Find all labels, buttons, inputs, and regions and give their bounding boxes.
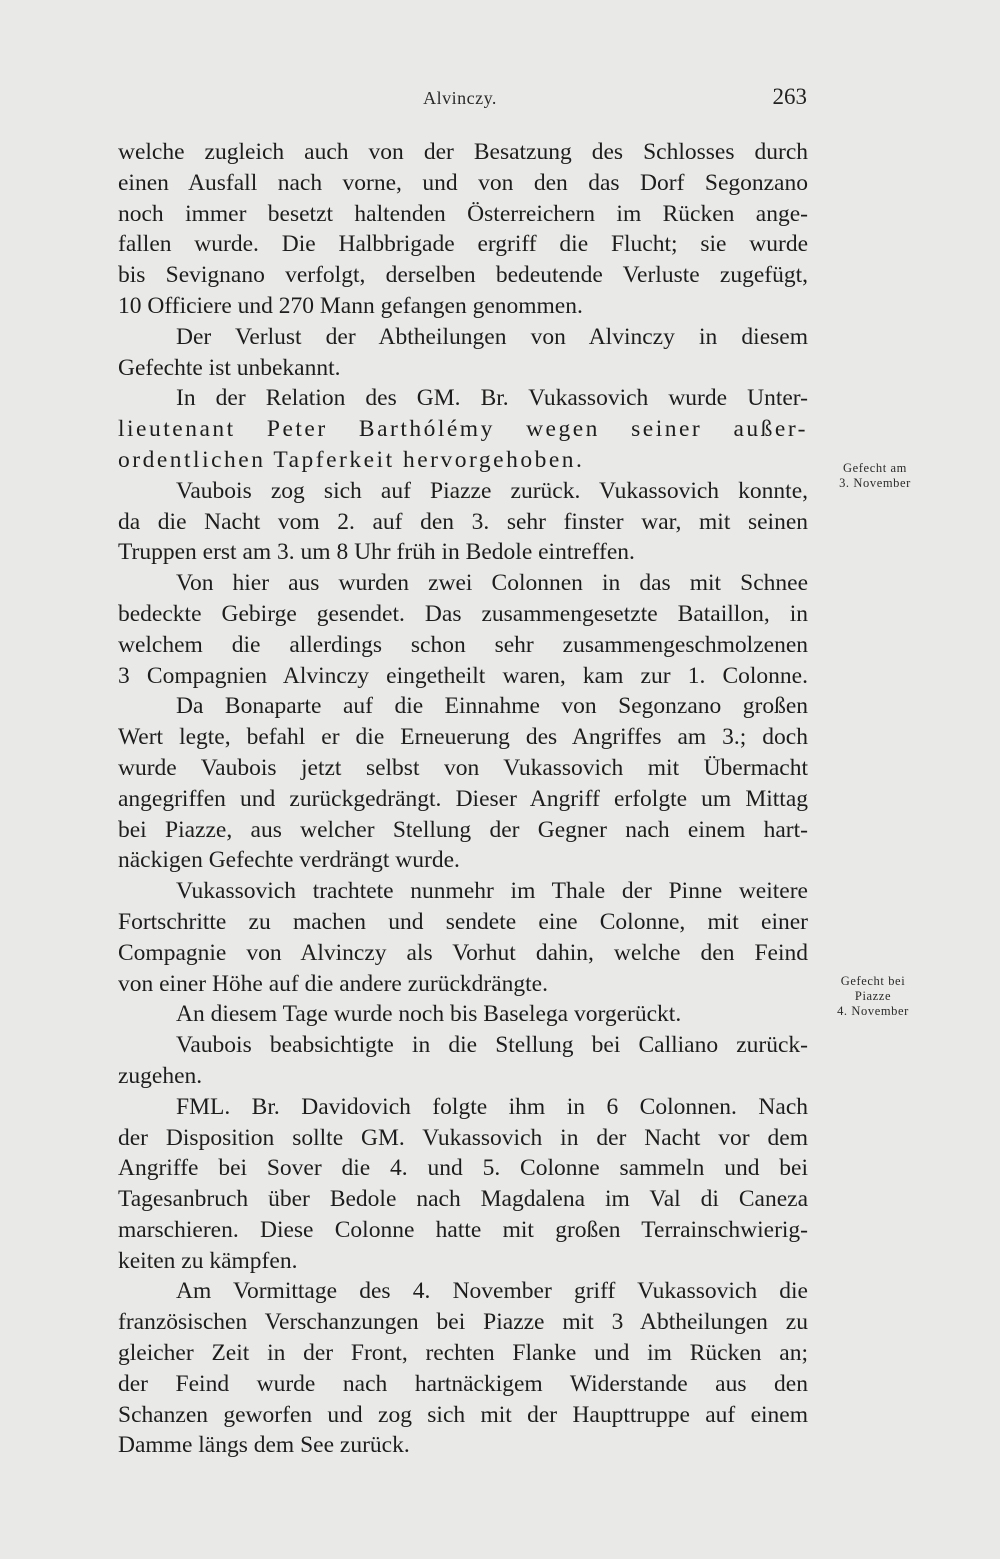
page-number: 263 xyxy=(772,84,807,109)
margin-note-line: Gefecht am xyxy=(843,461,907,475)
text-line: bis Sevignano verfolgt, derselben bedeutende Verluste zugefügt, xyxy=(118,262,808,289)
text-line: Damme längs dem See zurück. xyxy=(118,1432,410,1459)
margin-note-line: 4. November xyxy=(837,1004,909,1018)
text-line: An diesem Tage wurde noch bis Baselega vorgerückt. xyxy=(176,1001,682,1028)
text-line: Da Bonaparte auf die Einnahme von Segonzano großen xyxy=(176,693,808,720)
text-line: Vukassovich trachtete nunmehr im Thale der Pinne weitere xyxy=(176,878,808,905)
text-line: FML. Br. Davidovich folgte ihm in 6 Colonnen. Nach xyxy=(176,1093,808,1120)
text-line: näckigen Gefechte verdrängt wurde. xyxy=(118,847,460,874)
text-line: Angriffe bei Sover die 4. und 5. Colonne sammeln und bei xyxy=(118,1155,808,1182)
text-line: da die Nacht vom 2. auf den 3. sehr finster war, mit seinen xyxy=(118,508,808,535)
text-line: Tagesanbruch über Bedole nach Magdalena im Val di Caneza xyxy=(118,1186,808,1213)
text-line: noch immer besetzt haltenden Österreichern im Rücken ange- xyxy=(118,200,808,227)
text-line: einen Ausfall nach vorne, und von den das Dorf Segonzano xyxy=(118,169,808,196)
text-line: Von hier aus wurden zwei Colonnen in das mit Schnee xyxy=(176,570,808,597)
text-line: wurde Vaubois jetzt selbst von Vukassovich mit Übermacht xyxy=(118,754,808,781)
text-line: marschieren. Diese Colonne hatte mit großen Terrainschwierig- xyxy=(118,1216,808,1243)
text-line: gleicher Zeit in der Front, rechten Flanke und im Rücken an; xyxy=(118,1340,808,1367)
text-line: Gefechte ist unbekannt. xyxy=(118,354,341,381)
text-line: Vaubois beabsichtigte in die Stellung bei Calliano zurück- xyxy=(176,1032,808,1059)
text-line: französischen Verschanzungen bei Piazze mit 3 Abtheilungen zu xyxy=(118,1309,808,1336)
margin-note-gefecht-piazze xyxy=(818,974,928,1019)
text-line: der Disposition sollte GM. Vukassovich in der Nacht vor dem xyxy=(118,1124,808,1151)
text-line: keiten zu kämpfen. xyxy=(118,1247,298,1274)
text-line: Fortschritte zu machen und sendete eine Colonne, mit einer xyxy=(118,908,808,935)
text-line: welche zugleich auch von der Besatzung des Schlosses durch xyxy=(118,139,808,165)
text-line: Wert legte, befahl er die Erneuerung des Angriffes am 3.; doch xyxy=(118,724,808,751)
text-line: Am Vormittage des 4. November griff Vukassovich die xyxy=(176,1278,808,1305)
margin-note-line: Gefecht bei xyxy=(840,974,906,988)
text-line: angegriffen und zurückgedrängt. Dieser Angriff erfolgte um Mittag xyxy=(118,785,808,812)
margin-note-gefecht-3-november xyxy=(820,461,930,491)
text-line: Schanzen geworfen und zog sich mit der Haupttruppe auf einem xyxy=(118,1401,808,1428)
running-title: Alvinczy. xyxy=(423,88,497,108)
body-text xyxy=(118,137,808,1461)
text-line: von einer Höhe auf die andere zurückdrängte. xyxy=(118,970,548,997)
margin-note-line: Piazze xyxy=(854,989,892,1003)
text-line: ordentlichen Tapferkeit hervorgehoben. xyxy=(118,446,585,473)
text-line: lieutenant Peter Barthólémy wegen seiner außer- xyxy=(118,416,808,443)
text-line: Compagnie von Alvinczy als Vorhut dahin, welche den Feind xyxy=(118,939,808,966)
text-line: In der Relation des GM. Br. Vukassovich wurde Unter- xyxy=(176,385,808,412)
text-line: welchem die allerdings schon sehr zusammengeschmolzenen xyxy=(118,631,808,658)
text-line: zugehen. xyxy=(118,1062,203,1089)
text-line: 3 Compagnien Alvinczy eingetheilt waren, kam zur 1. Colonne. xyxy=(118,662,808,689)
text-line: der Feind wurde nach hartnäckigem Widerstande aus den xyxy=(118,1370,808,1397)
text-line: bedeckte Gebirge gesendet. Das zusammengesetzte Bataillon, in xyxy=(118,600,808,627)
text-line: 10 Officiere und 270 Mann gefangen genommen. xyxy=(118,292,583,319)
text-line: fallen wurde. Die Halbbrigade ergriff die Flucht; sie wurde xyxy=(118,231,808,258)
text-line: Vaubois zog sich auf Piazze zurück. Vukassovich konnte, xyxy=(176,477,808,504)
text-line: Truppen erst am 3. um 8 Uhr früh in Bedole eintreffen. xyxy=(118,539,635,566)
text-line: bei Piazze, aus welcher Stellung der Gegner nach einem hart- xyxy=(118,816,808,843)
margin-note-line: 3. November xyxy=(839,476,911,490)
text-line: Der Verlust der Abtheilungen von Alvinczy in diesem xyxy=(176,323,808,350)
